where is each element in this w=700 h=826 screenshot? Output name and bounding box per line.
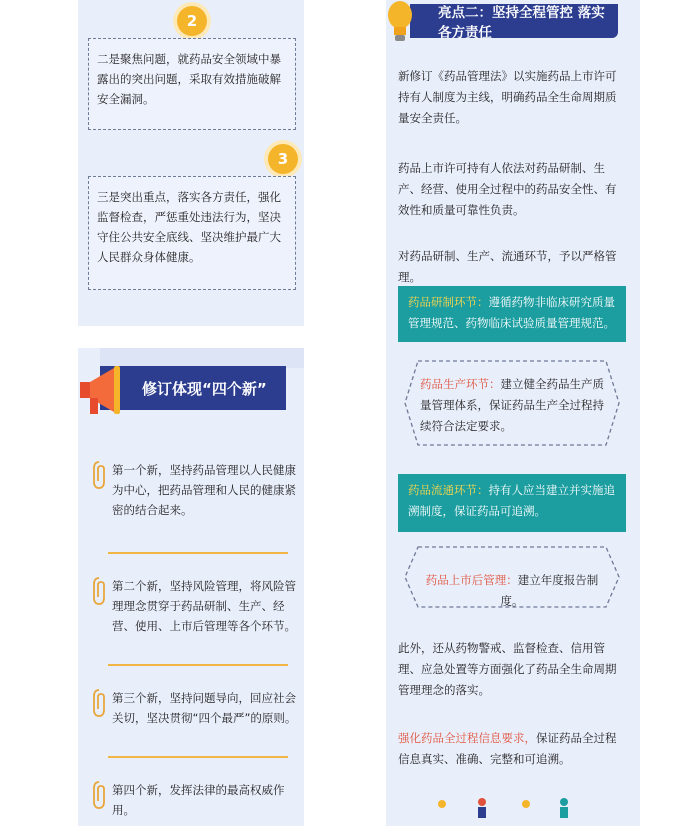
item-3-text: 三是突出重点，落实各方责任，强化监督检查，严惩重处违法行为，坚决守住公共安全底线、坚决维护最广大人民群众身体健康。 (97, 190, 281, 264)
four-new-item-3-text: 第三个新，坚持问题导向，回应社会关切，坚决贯彻“四个最严”的原则。 (112, 691, 297, 725)
highlight-two-banner (410, 4, 618, 41)
paragraph-3: 对药品研制、生产、流通环节，予以严格管理。 (398, 249, 617, 284)
four-new-item-4-text: 第四个新，发挥法律的最高权威作用。 (112, 783, 285, 817)
distribution-stage-box (398, 474, 626, 532)
four-new-item-2 (92, 576, 297, 636)
post-market-text: 建立年度报告制度。 (500, 573, 599, 608)
four-new-item-1 (92, 460, 297, 520)
paperclip-icon (92, 576, 106, 606)
paperclip-icon (92, 460, 106, 490)
paragraph-1: 新修订《药品管理法》以实施药品上市许可持有人制度为主线，明确药品全生命周期质量安全责任。 (398, 69, 617, 125)
divider (108, 664, 288, 666)
paperclip-icon (92, 780, 106, 810)
paragraph-5 (398, 728, 624, 770)
production-stage-label: 药品生产环节： (420, 377, 501, 391)
item-3-box (88, 176, 296, 290)
people-figures-icon (430, 796, 580, 818)
number-badge-2: 2 (177, 6, 207, 36)
production-stage-text: 建立健全药品生产质量管理体系，保证药品生产全过程持续符合法定要求。 (420, 377, 604, 433)
rd-stage-text: 遵循药物非临床研究质量管理规范、药物临床试验质量管理规范。 (408, 295, 615, 330)
number-badge-3: 3 (268, 144, 298, 174)
rd-stage-label: 药品研制环节： (408, 295, 489, 309)
divider (108, 552, 288, 554)
megaphone-icon (78, 362, 134, 418)
item-2-box (88, 38, 296, 130)
four-new-banner-title: 修订体现“四个新” (142, 379, 267, 398)
paragraph-5-text: 保证药品全过程信息真实、准确、完整和可追溯。 (398, 731, 617, 766)
rd-stage-box (398, 286, 626, 342)
divider (108, 756, 288, 758)
production-stage-box (406, 366, 618, 445)
four-new-item-1-text: 第一个新，坚持药品管理以人民健康为中心，把药品管理和人民的健康紧密的结合起来。 (112, 463, 296, 517)
item-2-text: 二是聚焦问题，就药品安全领域中暴露出的突出问题，采取有效措施破解安全漏洞。 (97, 52, 281, 106)
light-bulb-icon (385, 0, 415, 44)
four-new-item-2-text: 第二个新，坚持风险管理，将风险管理理念贯穿于药品研制、生产、经营、使用、上市后管理等各个环节。 (112, 579, 296, 633)
highlight-two-title: 亮点二：坚持全程管控 落实各方责任 (438, 5, 605, 41)
four-new-item-4 (92, 780, 297, 820)
distribution-stage-text: 持有人应当建立并实施追溯制度，保证药品可追溯。 (408, 483, 615, 518)
paragraph-2: 药品上市许可持有人依法对药品研制、生产、经营、使用全过程中的药品安全性、有效性和质量可靠性负责。 (398, 161, 617, 217)
four-new-item-3 (92, 688, 297, 728)
paragraph-4: 此外，还从药物警戒、监督检查、信用管理、应急处置等方面强化了药品全生命周期管理理念的落实。 (398, 641, 617, 697)
paragraph-5-highlight: 强化药品全过程信息要求， (398, 731, 536, 745)
distribution-stage-label: 药品流通环节： (408, 483, 489, 497)
post-market-label: 药品上市后管理： (425, 573, 518, 587)
post-market-box (406, 562, 618, 620)
panel-gap (78, 326, 304, 348)
paperclip-icon (92, 688, 106, 718)
